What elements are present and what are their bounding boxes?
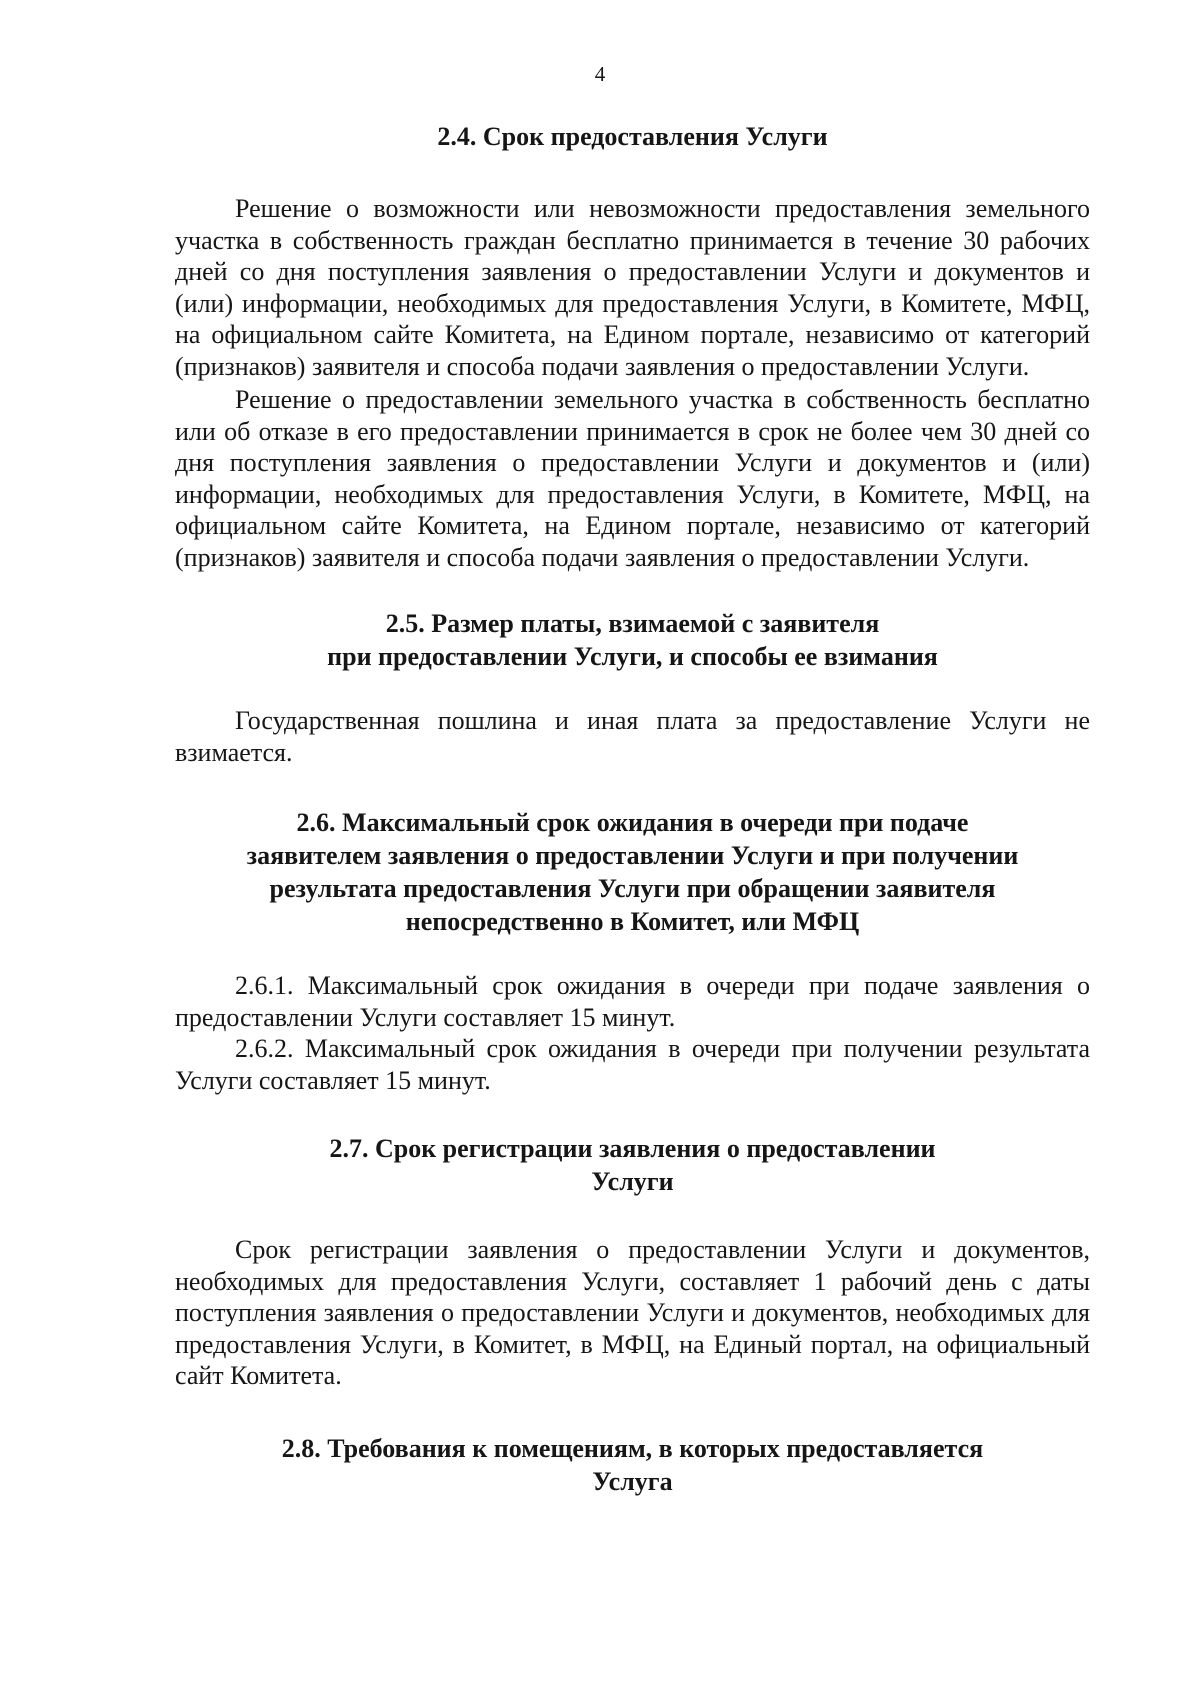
section-2-7 bbox=[175, 1132, 1090, 1392]
section-2-4 bbox=[175, 120, 1090, 573]
heading-line: заявителем заявления о предоставлении Услуги и при получении bbox=[246, 841, 1019, 870]
heading-line: 2.6. Максимальный срок ожидания в очереди при подаче bbox=[296, 808, 969, 837]
paragraph: Государственная пошлина и иная плата за предоставление Услуги не взимается. bbox=[175, 706, 1090, 767]
heading-line: Услуга bbox=[592, 1466, 673, 1496]
paragraph: Решение о возможности или невозможности предоставления земельного участка в собственность граждан бесплатно принимается в течение 30 рабочих дней со дня поступления заявления о предоставлении Услуги и документов и (или) информации, необходимых для предоставления Услуги, в Комитете, МФЦ, на официальном сайте Комитета, на Едином портале, независимо от категорий (признаков) заявителя и способа подачи заявления о предоставлении Услуги. bbox=[175, 194, 1090, 381]
section-heading bbox=[175, 1132, 1090, 1198]
heading-line: непосредственно в Комитет, или МФЦ bbox=[405, 907, 860, 936]
heading-line: 2.8. Требования к помещениям, в которых предоставляется bbox=[281, 1433, 984, 1463]
paragraph: Решение о предоставлении земельного участка в собственность бесплатно или об отказе в его предоставлении принимается в срок не более чем 30 дней со дня поступления заявления о предоставлении Услуги и документов и (или) информации, необходимых для предоставления Услуги, в Комитете, МФЦ, на официальном сайте Комитета, на Едином портале, независимо от категорий (признаков) заявителя и способа подачи заявления о предоставлении Услуги. bbox=[175, 385, 1090, 572]
document-body bbox=[175, 120, 1090, 1498]
paragraph: Срок регистрации заявления о предоставлении Услуги и документов, необходимых для предоставления Услуги, составляет 1 рабочий день с даты поступления заявления о предоставлении Услуги и документов, необходимых для предоставления Услуги, в Комитет, в МФЦ, на Единый портал, на официальный сайт Комитета. bbox=[175, 1235, 1090, 1390]
heading-line: результата предоставления Услуги при обращении заявителя bbox=[269, 874, 996, 903]
page-number: 4 bbox=[594, 62, 606, 86]
heading-line: при предоставлении Услуги, и способы ее взимания bbox=[327, 642, 938, 671]
section-2-6 bbox=[175, 806, 1090, 1096]
section-2-5 bbox=[175, 607, 1090, 768]
section-heading: 2.4. Срок предоставления Услуги bbox=[437, 122, 828, 151]
paragraph: 2.6.1. Максимальный срок ожидания в очереди при подаче заявления о предоставлении Услуги составляет 15 минут. bbox=[175, 971, 1090, 1032]
heading-line: 2.7. Срок регистрации заявления о предоставлении bbox=[329, 1134, 936, 1163]
paragraph: 2.6.2. Максимальный срок ожидания в очереди при получении результата Услуги составляет 15 минут. bbox=[175, 1034, 1090, 1095]
section-heading bbox=[175, 806, 1090, 938]
section-heading bbox=[175, 607, 1090, 673]
section-heading bbox=[175, 1432, 1090, 1498]
heading-line: Услуги bbox=[591, 1167, 674, 1196]
section-2-8 bbox=[175, 1432, 1090, 1498]
heading-line: 2.5. Размер платы, взимаемой с заявителя bbox=[385, 609, 880, 638]
